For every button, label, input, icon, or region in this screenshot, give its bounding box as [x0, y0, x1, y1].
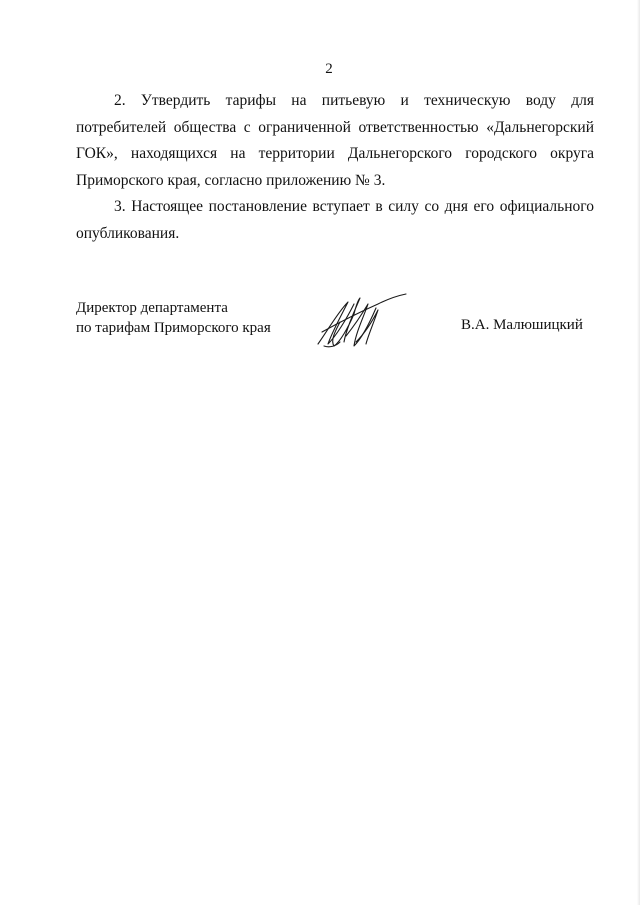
paragraph-tariff-approval: 2. Утвердить тарифы на питьевую и техническую воду для потребителей общества с ограниченной ответственностью «Дальнегорский ГОК», находящихся на территории Дальнегорского городского округа Приморского края, согласно приложению № 3.: [76, 92, 594, 189]
signatory-name: В.А. Малюшицкий: [461, 317, 583, 333]
signatory-title-line1: Директор департамента: [76, 300, 228, 316]
document-body: [76, 88, 594, 247]
signature-block: [76, 298, 606, 368]
paragraph-effective-date: 3. Настоящее постановление вступает в силу со дня его официального опубликования.: [76, 198, 594, 242]
page-number: 2: [325, 61, 333, 77]
handwritten-signature: [310, 292, 410, 352]
signatory-title: [76, 298, 271, 338]
signatory-title-line2: по тарифам Приморского края: [76, 320, 271, 336]
